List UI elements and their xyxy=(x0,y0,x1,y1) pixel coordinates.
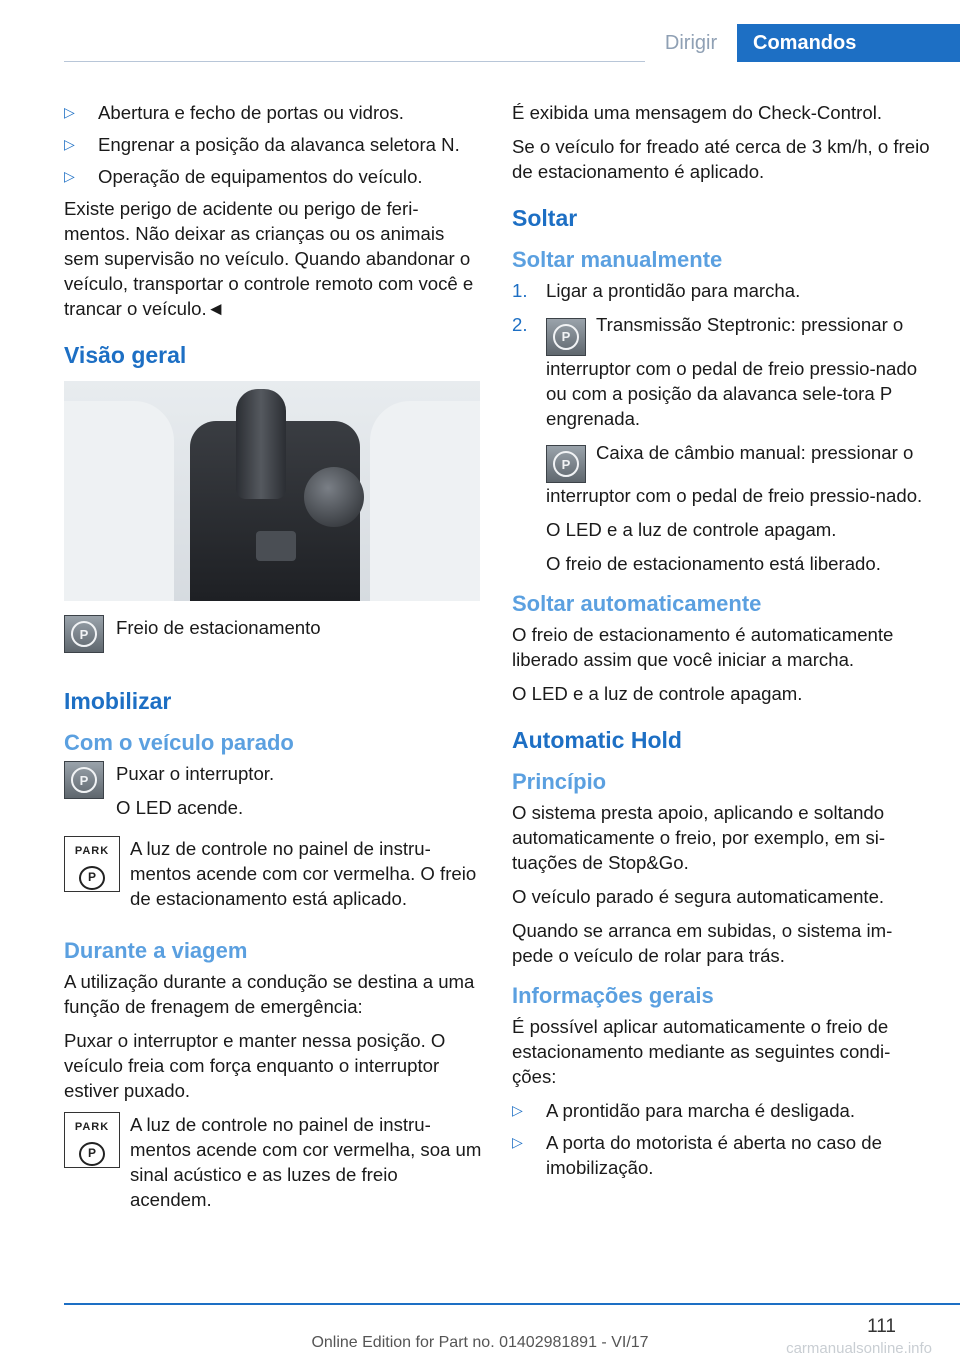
step-item: 1. Ligar a prontidão para marcha. xyxy=(512,280,801,301)
left-column xyxy=(64,100,482,1221)
triangle-bullet-icon: ▷ xyxy=(512,1134,523,1150)
watermark-text: carmanualsonline.info xyxy=(786,1340,932,1357)
check-control-text: É exibida uma mensagem do Check-Control. xyxy=(512,102,882,123)
driving-paragraph-1: A utilização durante a condução se destina a uma função de frenagem de emergência: xyxy=(64,971,475,1017)
led-off-text: O LED e a luz de controle apagam. xyxy=(546,519,837,540)
park-indicator-icon: PARK P xyxy=(64,1112,120,1168)
driving-heading: Durante a viagem xyxy=(64,938,248,963)
automatic-hold-heading: Automatic Hold xyxy=(512,727,682,753)
general-info-heading: Informações gerais xyxy=(512,983,714,1008)
header-section-label: Dirigir xyxy=(645,24,737,62)
triangle-bullet-icon: ▷ xyxy=(512,1102,523,1118)
step-item: 2. P Transmissão Steptronic: pressionar o interruptor com o pedal de freio pressio‐nado ou com a posição da alavanca sele‐tora P engrenada. xyxy=(512,314,918,429)
principle-paragraph-3: Quando se arranca em subidas, o sistema im‐pede o veículo de rolar para trás. xyxy=(512,920,893,966)
parking-brake-icon: P xyxy=(546,318,586,356)
auto-release-heading: Soltar automaticamente xyxy=(512,591,762,616)
indicator-text-1: A luz de controle no painel de instru‐mentos acende com cor vermelha. O freio de estacionamento está aplicado. xyxy=(130,838,477,909)
footer-rule xyxy=(64,1303,960,1305)
release-heading: Soltar xyxy=(512,205,578,231)
principle-heading: Princípio xyxy=(512,769,607,794)
parking-brake-icon: P xyxy=(64,761,104,799)
parking-brake-icon: P xyxy=(546,445,586,483)
speed-brake-text: Se o veículo for freado até cerca de 3 km/h, o freio de estacionamento é aplicado. xyxy=(512,136,930,182)
list-item: ▷ Abertura e fecho de portas ou vidros. xyxy=(64,102,404,123)
general-info-paragraph: É possível aplicar automaticamente o freio de estacionamento mediante as seguintes condi‐ções: xyxy=(512,1016,891,1087)
page-number: 111 xyxy=(867,1316,896,1337)
list-item: ▷ Engrenar a posição da alavanca seletora N. xyxy=(64,134,460,155)
triangle-bullet-icon: ▷ xyxy=(64,168,75,184)
pull-switch-text: Puxar o interruptor. xyxy=(116,763,275,784)
pull-switch-row xyxy=(64,761,482,820)
manual-release-heading: Soltar manualmente xyxy=(512,247,723,272)
indicator-row-1 xyxy=(64,836,482,911)
indicator-text-2: A luz de controle no painel de instru‐mentos acende com cor vermelha, soa um sinal acústico e as luzes de freio acendem. xyxy=(130,1114,482,1210)
principle-paragraph-2: O veículo parado é segura automaticamente. xyxy=(512,886,885,907)
header-chapter-tab: Comandos xyxy=(737,24,960,62)
park-indicator-icon: PARK P xyxy=(64,836,120,892)
led-on-text: O LED acende. xyxy=(116,797,244,818)
triangle-bullet-icon: ▷ xyxy=(64,104,75,120)
controller-knob-shape xyxy=(304,467,364,527)
parking-brake-photo xyxy=(64,381,480,601)
gear-lever-shape xyxy=(236,389,286,499)
list-item: ▷ Operação de equipamentos do veículo. xyxy=(64,166,423,187)
image-caption-row xyxy=(64,615,482,653)
image-caption: Freio de estacionamento xyxy=(116,617,321,638)
principle-paragraph-1: O sistema presta apoio, aplicando e soltando automaticamente o freio, por exemplo, em si‐tuações de Stop&Go. xyxy=(512,802,886,873)
immobilize-heading: Imobilizar xyxy=(64,688,172,714)
manual-gearbox-text: P Caixa de câmbio manual: pressionar o interruptor com o pedal de freio pressio‐nado. xyxy=(546,441,923,506)
list-item: ▷ A prontidão para marcha é desligada. xyxy=(512,1100,856,1121)
parking-brake-icon: P xyxy=(64,615,104,653)
stationary-heading: Com o veículo parado xyxy=(64,730,294,755)
auto-release-paragraph-1: O freio de estacionamento é automaticamente liberado assim que você iniciar a marcha. xyxy=(512,624,894,670)
indicator-row-2 xyxy=(64,1112,482,1212)
right-column xyxy=(512,100,932,1187)
warning-text: Existe perigo de acidente ou perigo de feri‐mentos. Não deixar as crianças ou os animais sem supervisão no veículo. Quando abandonar o veículo, transportar o controle remoto com você e trancar o veículo.◄ xyxy=(64,198,474,319)
list-item: ▷ A porta do motorista é aberta no caso de imobilização. xyxy=(512,1132,882,1178)
edition-text: Online Edition for Part no. 01402981891 - VI/17 xyxy=(311,1334,649,1351)
parking-brake-switch-shape xyxy=(256,531,296,561)
auto-release-paragraph-2: O LED e a luz de controle apagam. xyxy=(512,683,803,704)
triangle-bullet-icon: ▷ xyxy=(64,136,75,152)
overview-heading: Visão geral xyxy=(64,342,187,368)
driving-paragraph-2: Puxar o interruptor e manter nessa posição. O veículo freia com força enquanto o interruptor estiver puxado. xyxy=(64,1030,446,1101)
brake-released-text: O freio de estacionamento está liberado. xyxy=(546,553,881,574)
